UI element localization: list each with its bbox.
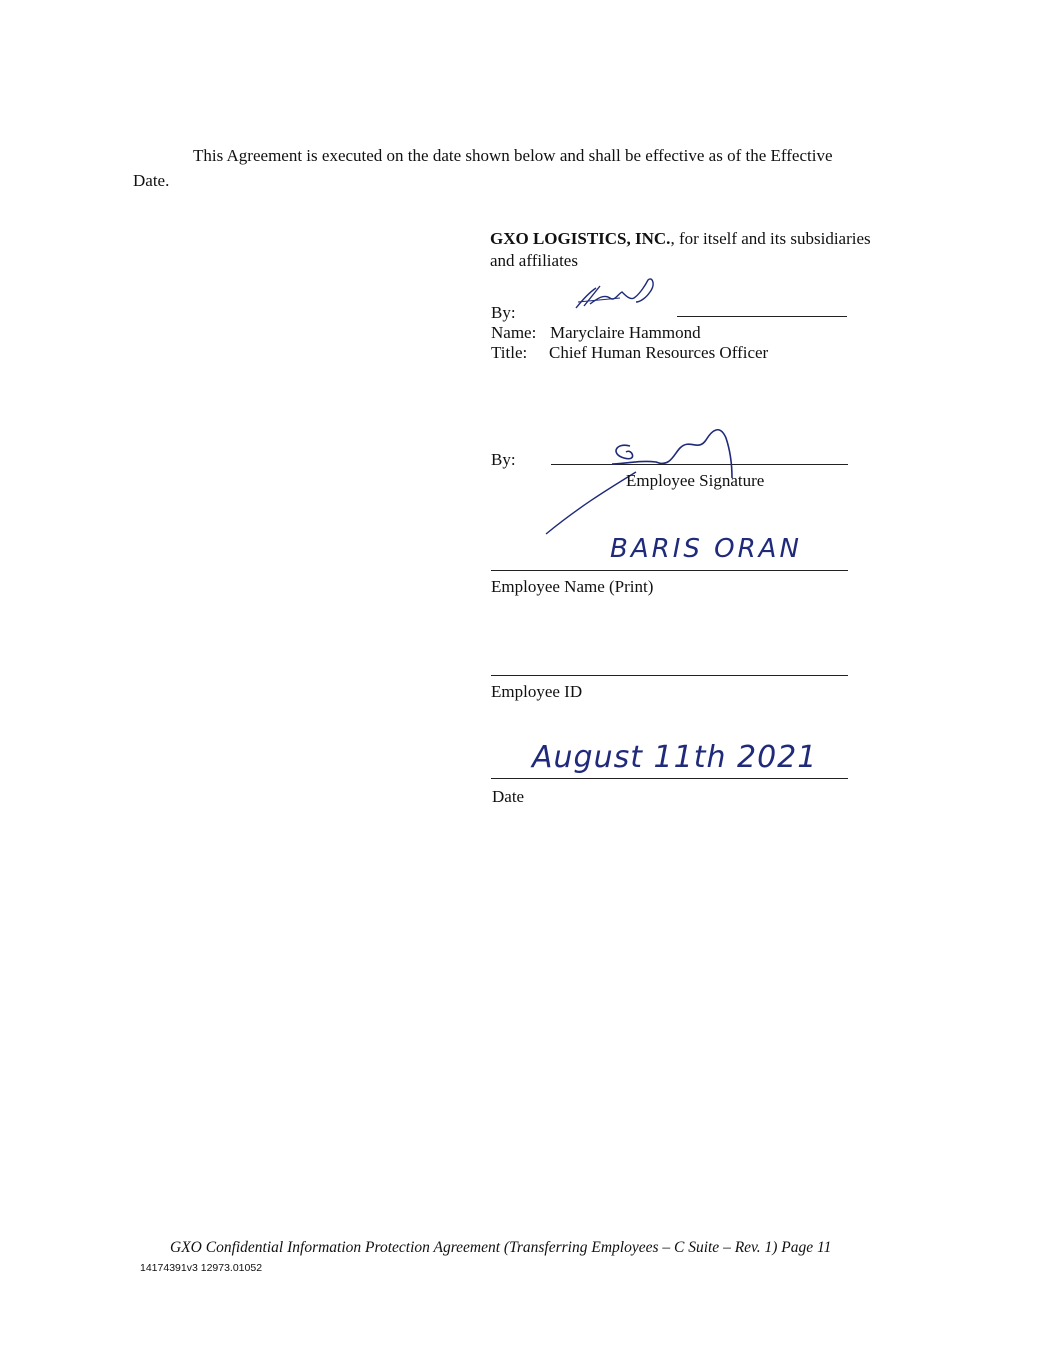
employee-name-line: [491, 570, 848, 571]
company-name-label: Name:: [491, 323, 537, 342]
company-by-label: By:: [491, 303, 516, 322]
footer-document-title: GXO Confidential Information Protection Agreement (Transferring Employees – C Suite – Rev. 1) Page 11: [170, 1239, 832, 1256]
employee-signature-caption: Employee Signature: [626, 471, 765, 490]
date-label: Date: [492, 787, 525, 806]
employee-by-label: By:: [491, 450, 516, 469]
company-title-label: Title:: [491, 343, 528, 362]
employee-id-caption: Employee ID: [491, 682, 583, 701]
employee-name-caption: Employee Name (Print): [491, 577, 654, 596]
company-heading-line-2: and affiliates: [490, 251, 578, 270]
company-name-value: Maryclaire Hammond: [550, 323, 701, 342]
intro-line-2: Date.: [133, 171, 170, 190]
company-title-value: Chief Human Resources Officer: [549, 343, 769, 362]
intro-line-1: This Agreement is executed on the date shown below and shall be effective as of the Effective: [193, 146, 833, 165]
employee-name-handwritten: BARIS ORAN: [610, 534, 802, 564]
company-name: GXO LOGISTICS, INC.: [490, 229, 671, 248]
employee-id-line: [491, 675, 848, 676]
company-signature-line: [677, 316, 847, 317]
date-handwritten: August 11th 2021: [532, 740, 818, 775]
date-line: [491, 778, 848, 779]
footer-document-id: 14174391v3 12973.01052: [140, 1262, 263, 1274]
company-suffix: , for itself and its subsidiaries: [670, 229, 871, 248]
company-signature-image: [570, 276, 680, 316]
company-heading: [490, 228, 871, 250]
